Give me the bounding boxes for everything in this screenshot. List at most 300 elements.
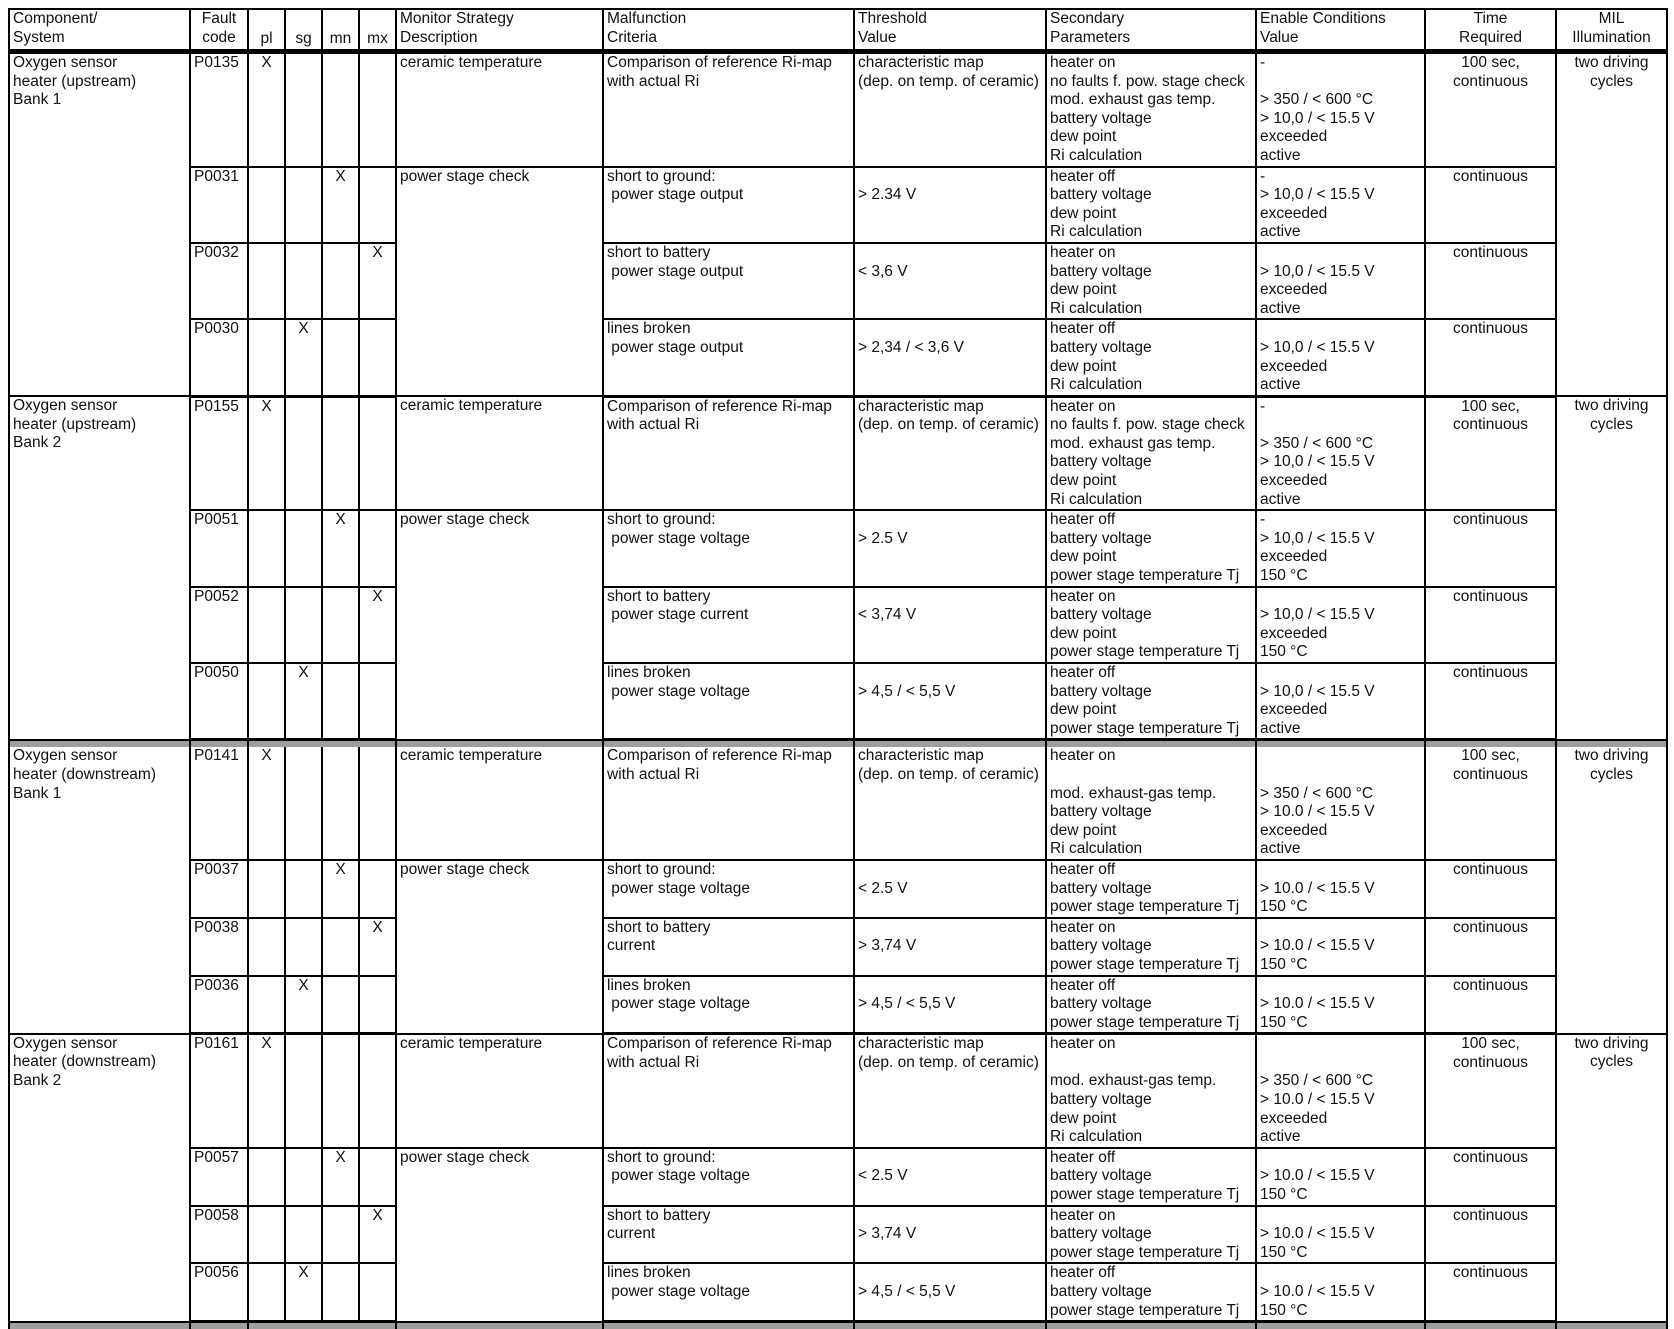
enable-conditions-text: > 10.0 / < 15.5 V 150 °C [1260, 919, 1424, 975]
table-row [9, 587, 1667, 663]
fault-code-text: P0161 [194, 1035, 247, 1054]
malfunction-criteria-text: Comparison of reference Ri-map with actual Ri [607, 398, 853, 435]
time-required-text: continuous [1426, 588, 1555, 607]
secondary-parameters [1046, 976, 1256, 1034]
malfunction-criteria-text: short to battery power stage current [607, 588, 853, 625]
pl-cell [248, 1263, 285, 1321]
table-row [9, 243, 1667, 319]
fault-code-text: P0056 [194, 1264, 247, 1283]
separator-cell [322, 740, 359, 748]
separator-cell [1425, 1322, 1556, 1329]
mil-illumination-text: two driving cycles [1557, 747, 1666, 784]
malfunction-criteria-text: short to battery current [607, 1207, 853, 1244]
enable-conditions-text: > 350 / < 600 °C > 10.0 / < 15.5 V exceeded active [1260, 1035, 1424, 1147]
malfunction-criteria [603, 510, 854, 586]
fault-code-text: P0030 [194, 320, 247, 339]
threshold-value-text: > 2.5 V [858, 511, 1045, 548]
header-sg: sg [285, 9, 322, 52]
fault-code-text: P0038 [194, 919, 247, 938]
secondary-parameters [1046, 663, 1256, 740]
component-system-text: Oxygen sensor heater (upstream) Bank 1 [13, 54, 189, 110]
mn-cell [322, 396, 359, 510]
fault-code-text: P0135 [194, 54, 247, 73]
separator-cell [1046, 740, 1256, 748]
time-required-text: continuous [1426, 320, 1555, 339]
sg-cell [285, 663, 322, 740]
fault-code-text: P0037 [194, 861, 247, 880]
secondary-parameters [1046, 1148, 1256, 1206]
mil-illumination [1556, 52, 1667, 397]
malfunction-criteria [603, 860, 854, 918]
threshold-value-text: > 4,5 / < 5,5 V [858, 664, 1045, 701]
enable-conditions-text: > 10.0 / < 15.5 V 150 °C [1260, 861, 1424, 917]
header-mil-illumination: MIL Illumination [1556, 9, 1667, 52]
secondary-parameters-text: heater off battery voltage power stage temperature Tj [1050, 1264, 1255, 1320]
malfunction-criteria [603, 1148, 854, 1206]
pl-cell [248, 918, 285, 976]
mx-cell [359, 663, 396, 740]
component-system [9, 1034, 190, 1322]
mn-cell [322, 1148, 359, 1206]
secondary-parameters [1046, 510, 1256, 586]
monitor-strategy [396, 860, 603, 1034]
mx-cell [359, 860, 396, 918]
time-required [1425, 976, 1556, 1034]
threshold-value-text: > 4,5 / < 5,5 V [858, 1264, 1045, 1301]
fault-code [190, 918, 248, 976]
pl-cell [248, 976, 285, 1034]
mx-cell [359, 396, 396, 510]
mn-cell [322, 860, 359, 918]
enable-conditions [1256, 1206, 1425, 1264]
separator-cell [359, 1322, 396, 1329]
secondary-parameters-text: heater off battery voltage power stage temperature Tj [1050, 861, 1255, 917]
secondary-parameters [1046, 319, 1256, 396]
pl-cell [248, 747, 285, 860]
mil-illumination-text: two driving cycles [1557, 1035, 1666, 1072]
secondary-parameters [1046, 918, 1256, 976]
monitor-strategy-text: power stage check [400, 511, 602, 530]
sg-cell [285, 976, 322, 1034]
secondary-parameters [1046, 396, 1256, 510]
enable-conditions-text: - > 350 / < 600 °C > 10,0 / < 15.5 V exceeded active [1260, 54, 1424, 166]
time-required-text: continuous [1426, 919, 1555, 938]
threshold-value-text: < 3,74 V [858, 588, 1045, 625]
pl-cell [248, 663, 285, 740]
time-required [1425, 1034, 1556, 1148]
mil-illumination-text: two driving cycles [1557, 397, 1666, 434]
header-time-required: Time Required [1425, 9, 1556, 52]
table-row [9, 167, 1667, 243]
time-required [1425, 663, 1556, 740]
time-required-text: continuous [1426, 861, 1555, 880]
time-required-text: continuous [1426, 977, 1555, 996]
time-required [1425, 396, 1556, 510]
malfunction-criteria-text: lines broken power stage voltage [607, 1264, 853, 1301]
fault-code [190, 1148, 248, 1206]
sg-cell [285, 319, 322, 396]
enable-conditions-text: > 10.0 / < 15.5 V 150 °C [1260, 1264, 1424, 1320]
monitor-strategy-text: ceramic temperature [400, 747, 602, 766]
enable-conditions-text: - > 350 / < 600 °C > 10,0 / < 15.5 V exceeded active [1260, 398, 1424, 510]
mil-illumination [1556, 747, 1667, 1033]
fault-code [190, 1206, 248, 1264]
component-system-text: Oxygen sensor heater (downstream) Bank 2 [13, 1035, 189, 1091]
threshold-value [854, 1034, 1046, 1148]
time-required-text: continuous [1426, 1207, 1555, 1226]
mn-cell [322, 319, 359, 396]
enable-conditions-text: > 10.0 / < 15.5 V 150 °C [1260, 1149, 1424, 1205]
fault-code-text: P0031 [194, 168, 247, 187]
time-required [1425, 587, 1556, 663]
group-separator [9, 740, 1667, 748]
separator-cell [1046, 1322, 1256, 1329]
time-required [1425, 510, 1556, 586]
table-row [9, 1148, 1667, 1206]
time-required-text: continuous [1426, 1149, 1555, 1168]
table-row [9, 1206, 1667, 1264]
threshold-value-text: < 2.5 V [858, 1149, 1045, 1186]
secondary-parameters [1046, 1034, 1256, 1148]
secondary-parameters-text: heater on no faults f. pow. stage check mod. exhaust gas temp. battery voltage dew point Ri calculation [1050, 398, 1255, 510]
time-required [1425, 167, 1556, 243]
table-row [9, 52, 1667, 167]
time-required-text: 100 sec, continuous [1426, 398, 1555, 435]
sg-cell [285, 860, 322, 918]
separator-cell [396, 1322, 603, 1329]
header-secondary-parameters: Secondary Parameters [1046, 9, 1256, 52]
secondary-parameters-text: heater off battery voltage dew point power stage temperature Tj [1050, 511, 1255, 585]
mx-cell [359, 1148, 396, 1206]
malfunction-criteria-text: Comparison of reference Ri-map with actual Ri [607, 54, 853, 91]
secondary-parameters [1046, 860, 1256, 918]
threshold-value [854, 747, 1046, 860]
enable-conditions-text: > 350 / < 600 °C > 10.0 / < 15.5 V exceeded active [1260, 747, 1424, 859]
fault-code-text: P0058 [194, 1207, 247, 1226]
separator-cell [1256, 740, 1425, 748]
separator-cell [1556, 1322, 1667, 1329]
threshold-value [854, 52, 1046, 167]
threshold-value-text: < 2.5 V [858, 861, 1045, 898]
table-row [9, 918, 1667, 976]
threshold-value [854, 167, 1046, 243]
secondary-parameters [1046, 1206, 1256, 1264]
separator-cell [1256, 1322, 1425, 1329]
enable-conditions [1256, 167, 1425, 243]
mx-cell [359, 319, 396, 396]
header-mx: mx [359, 9, 396, 52]
table-body [9, 52, 1667, 1329]
mx-cell [359, 747, 396, 860]
mn-cell-text: X [323, 168, 358, 187]
time-required-text: 100 sec, continuous [1426, 54, 1555, 91]
secondary-parameters-text: heater off battery voltage power stage temperature Tj [1050, 977, 1255, 1033]
sg-cell [285, 747, 322, 860]
header-mn: mn [322, 9, 359, 52]
malfunction-criteria [603, 52, 854, 167]
secondary-parameters-text: heater on mod. exhaust-gas temp. battery voltage dew point Ri calculation [1050, 747, 1255, 859]
threshold-value [854, 1206, 1046, 1264]
fault-code [190, 396, 248, 510]
malfunction-criteria-text: short to ground: power stage voltage [607, 1149, 853, 1186]
time-required [1425, 918, 1556, 976]
pl-cell [248, 1034, 285, 1148]
pl-cell [248, 167, 285, 243]
mx-cell [359, 918, 396, 976]
fault-code [190, 319, 248, 396]
sg-cell [285, 918, 322, 976]
sg-cell [285, 167, 322, 243]
malfunction-criteria-text: lines broken power stage voltage [607, 664, 853, 701]
threshold-value-text: > 3,74 V [858, 919, 1045, 956]
separator-cell [248, 1322, 285, 1329]
malfunction-criteria-text: short to ground: power stage voltage [607, 861, 853, 898]
mx-cell-text: X [360, 919, 395, 938]
fault-code [190, 243, 248, 319]
mx-cell [359, 587, 396, 663]
header-enable-conditions: Enable Conditions Value [1256, 9, 1425, 52]
pl-cell [248, 510, 285, 586]
fault-code-text: P0036 [194, 977, 247, 996]
component-system-text: Oxygen sensor heater (upstream) Bank 2 [13, 397, 189, 453]
secondary-parameters-text: heater off battery voltage dew point power stage temperature Tj [1050, 664, 1255, 738]
component-system [9, 396, 190, 740]
mil-illumination-text: two driving cycles [1557, 54, 1666, 91]
sg-cell-text: X [286, 320, 321, 339]
malfunction-criteria-text: lines broken power stage output [607, 320, 853, 357]
monitor-strategy-text: ceramic temperature [400, 1035, 602, 1054]
secondary-parameters-text: heater on no faults f. pow. stage check mod. exhaust gas temp. battery voltage dew point Ri calculation [1050, 54, 1255, 166]
enable-conditions [1256, 976, 1425, 1034]
time-required-text: continuous [1426, 511, 1555, 530]
threshold-value [854, 918, 1046, 976]
mx-cell [359, 52, 396, 167]
component-system [9, 52, 190, 397]
separator-cell [285, 1322, 322, 1329]
table-row [9, 1034, 1667, 1148]
malfunction-criteria-text: short to battery power stage output [607, 244, 853, 281]
threshold-value-text: > 2.34 V [858, 168, 1045, 205]
secondary-parameters [1046, 52, 1256, 167]
enable-conditions-text: > 10,0 / < 15.5 V exceeded active [1260, 244, 1424, 318]
enable-conditions [1256, 396, 1425, 510]
fault-code-text: P0155 [194, 398, 247, 417]
header-monitor-strategy: Monitor Strategy Description [396, 9, 603, 52]
enable-conditions-text: > 10,0 / < 15.5 V exceeded 150 °C [1260, 588, 1424, 662]
malfunction-criteria [603, 747, 854, 860]
monitor-strategy [396, 52, 603, 167]
mn-cell [322, 918, 359, 976]
secondary-parameters [1046, 587, 1256, 663]
time-required [1425, 1148, 1556, 1206]
fault-code [190, 1034, 248, 1148]
pl-cell [248, 1206, 285, 1264]
secondary-parameters-text: heater off battery voltage dew point Ri calculation [1050, 320, 1255, 394]
malfunction-criteria-text: Comparison of reference Ri-map with actual Ri [607, 1035, 853, 1072]
secondary-parameters-text: heater on battery voltage dew point Ri calculation [1050, 244, 1255, 318]
secondary-parameters-text: heater off battery voltage dew point Ri calculation [1050, 168, 1255, 242]
time-required [1425, 747, 1556, 860]
separator-cell [603, 1322, 854, 1329]
time-required-text: 100 sec, continuous [1426, 1035, 1555, 1072]
secondary-parameters [1046, 167, 1256, 243]
mn-cell [322, 1263, 359, 1321]
malfunction-criteria [603, 1263, 854, 1321]
separator-cell [603, 740, 854, 748]
sg-cell [285, 396, 322, 510]
separator-cell [1425, 740, 1556, 748]
fault-code [190, 747, 248, 860]
sg-cell [285, 1148, 322, 1206]
fault-code [190, 52, 248, 167]
fault-code-text: P0052 [194, 588, 247, 607]
pl-cell [248, 52, 285, 167]
mn-cell [322, 243, 359, 319]
mx-cell [359, 976, 396, 1034]
time-required [1425, 319, 1556, 396]
mn-cell [322, 167, 359, 243]
group-separator [9, 1322, 1667, 1329]
threshold-value-text: characteristic map (dep. on temp. of ceramic) [858, 54, 1045, 91]
table-row [9, 976, 1667, 1034]
separator-cell [9, 1322, 190, 1329]
threshold-value [854, 860, 1046, 918]
threshold-value [854, 396, 1046, 510]
malfunction-criteria [603, 319, 854, 396]
threshold-value [854, 510, 1046, 586]
separator-cell [190, 740, 248, 748]
threshold-value-text: > 2,34 / < 3,6 V [858, 320, 1045, 357]
mn-cell [322, 663, 359, 740]
table-row [9, 747, 1667, 860]
mil-illumination [1556, 1034, 1667, 1322]
separator-cell [248, 740, 285, 748]
fault-code [190, 587, 248, 663]
threshold-value [854, 663, 1046, 740]
mn-cell [322, 1034, 359, 1148]
pl-cell-text: X [249, 747, 284, 766]
table-row [9, 1263, 1667, 1321]
table-row [9, 396, 1667, 510]
monitor-strategy [396, 1034, 603, 1148]
pl-cell-text: X [249, 1035, 284, 1054]
separator-cell [322, 1322, 359, 1329]
threshold-value-text: > 3,74 V [858, 1207, 1045, 1244]
sg-cell [285, 1263, 322, 1321]
monitor-strategy-text: power stage check [400, 861, 602, 880]
fault-code-text: P0050 [194, 664, 247, 683]
secondary-parameters-text: heater off battery voltage power stage temperature Tj [1050, 1149, 1255, 1205]
separator-cell [285, 740, 322, 748]
enable-conditions [1256, 1263, 1425, 1321]
table-row [9, 860, 1667, 918]
enable-conditions-text: > 10,0 / < 15.5 V exceeded active [1260, 320, 1424, 394]
threshold-value-text: characteristic map (dep. on temp. of ceramic) [858, 1035, 1045, 1072]
malfunction-criteria [603, 167, 854, 243]
fault-code-text: P0032 [194, 244, 247, 263]
table-row [9, 510, 1667, 586]
secondary-parameters-text: heater on battery voltage dew point power stage temperature Tj [1050, 588, 1255, 662]
secondary-parameters-text: heater on battery voltage power stage temperature Tj [1050, 919, 1255, 975]
monitor-strategy-text: power stage check [400, 1149, 602, 1168]
separator-cell [359, 740, 396, 748]
enable-conditions [1256, 747, 1425, 860]
enable-conditions [1256, 243, 1425, 319]
pl-cell [248, 243, 285, 319]
monitor-strategy [396, 396, 603, 510]
fault-code-text: P0141 [194, 747, 247, 766]
time-required [1425, 52, 1556, 167]
threshold-value [854, 587, 1046, 663]
mx-cell-text: X [360, 1207, 395, 1226]
separator-cell [190, 1322, 248, 1329]
table-row [9, 319, 1667, 396]
separator-cell [854, 740, 1046, 748]
malfunction-criteria [603, 396, 854, 510]
time-required [1425, 1263, 1556, 1321]
malfunction-criteria-text: short to ground: power stage output [607, 168, 853, 205]
malfunction-criteria-text: Comparison of reference Ri-map with actual Ri [607, 747, 853, 784]
time-required-text: continuous [1426, 1264, 1555, 1283]
mx-cell [359, 167, 396, 243]
mn-cell [322, 587, 359, 663]
pl-cell [248, 587, 285, 663]
separator-cell [9, 740, 190, 748]
mx-cell [359, 510, 396, 586]
mn-cell [322, 52, 359, 167]
time-required [1425, 1206, 1556, 1264]
mn-cell [322, 747, 359, 860]
mx-cell-text: X [360, 588, 395, 607]
time-required-text: continuous [1426, 244, 1555, 263]
monitor-strategy [396, 167, 603, 397]
separator-cell [1556, 740, 1667, 748]
header-threshold-value: Threshold Value [854, 9, 1046, 52]
header-component: Component/ System [9, 9, 190, 52]
sg-cell-text: X [286, 977, 321, 996]
time-required-text: continuous [1426, 664, 1555, 683]
mx-cell-text: X [360, 244, 395, 263]
secondary-parameters-text: heater on battery voltage power stage temperature Tj [1050, 1207, 1255, 1263]
threshold-value [854, 976, 1046, 1034]
enable-conditions [1256, 1034, 1425, 1148]
mx-cell [359, 243, 396, 319]
fault-code [190, 167, 248, 243]
header-fault-code: Fault code [190, 9, 248, 52]
sg-cell [285, 1034, 322, 1148]
header-row [9, 9, 1667, 52]
sg-cell-text: X [286, 1264, 321, 1283]
enable-conditions-text: > 10.0 / < 15.5 V 150 °C [1260, 977, 1424, 1033]
time-required [1425, 243, 1556, 319]
fault-code-text: P0057 [194, 1149, 247, 1168]
malfunction-criteria [603, 243, 854, 319]
separator-cell [396, 740, 603, 748]
sg-cell [285, 243, 322, 319]
monitor-strategy-text: ceramic temperature [400, 54, 602, 73]
pl-cell-text: X [249, 398, 284, 417]
malfunction-criteria [603, 976, 854, 1034]
malfunction-criteria [603, 1206, 854, 1264]
enable-conditions-text: - > 10,0 / < 15.5 V exceeded 150 °C [1260, 511, 1424, 585]
time-required-text: continuous [1426, 168, 1555, 187]
time-required [1425, 860, 1556, 918]
enable-conditions [1256, 510, 1425, 586]
mn-cell-text: X [323, 861, 358, 880]
fault-code [190, 663, 248, 740]
diagnostic-table-sheet [8, 8, 1666, 1302]
mn-cell [322, 1206, 359, 1264]
